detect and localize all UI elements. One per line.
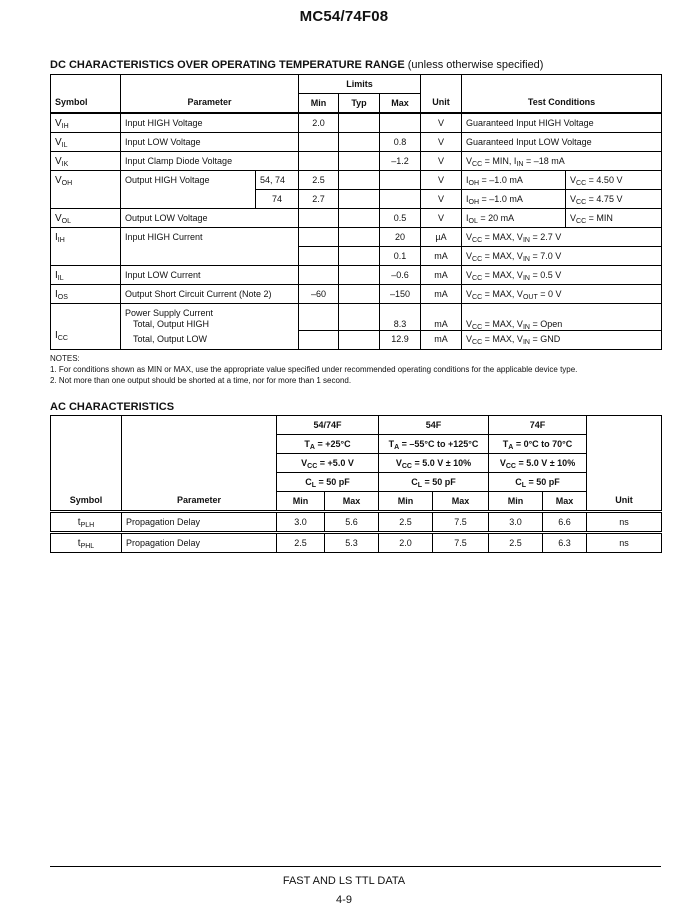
table-row-iih-2	[51, 247, 662, 266]
unit-cell: V	[421, 113, 462, 133]
page-title: MC54/74F08	[299, 8, 389, 25]
test-cell: $V_{CC} = 4.50$ V	[566, 171, 662, 190]
group-name: 54/74F	[277, 416, 379, 435]
symbol-cell: $V_{IK}$	[51, 152, 121, 171]
group-name: 74F	[489, 416, 587, 435]
parameter-cell: Output LOW Voltage	[121, 209, 299, 228]
ac-vcc-row	[51, 454, 662, 473]
symbol-cell: $I_{OS}$	[51, 285, 121, 304]
table-row-ios	[51, 285, 662, 304]
max-cell: 20	[380, 228, 421, 247]
device-cell: 54, 74	[256, 171, 299, 190]
vcc-condition: $V_{CC} = +5.0$ V	[277, 454, 379, 473]
max-header: Max	[543, 492, 587, 512]
parameter-header: Parameter	[122, 492, 277, 512]
footer-divider	[50, 866, 661, 867]
value-cell: 7.5	[433, 533, 489, 553]
limits-header: Limits	[299, 75, 421, 94]
parameter-cell: Output Short Circuit Current (Note 2)	[121, 285, 299, 304]
min-header: Min	[299, 94, 339, 114]
parameter-cell: Power Supply Current Total, Output HIGH	[121, 304, 299, 331]
value-cell: 3.0	[489, 512, 543, 533]
symbol-cell: $t_{PLH}$	[51, 512, 122, 533]
unit-cell: mA	[421, 247, 462, 266]
table-row-voh-2	[51, 190, 662, 209]
unit-cell: V	[421, 171, 462, 190]
table-row-iih-1	[51, 228, 662, 247]
ta-condition: $T_A = -55^\circ C$ to +125°C	[379, 435, 489, 454]
test-cell: $V_{CC}$ = MAX, $V_{IN}$ = Open	[462, 304, 662, 331]
symbol-cell: $V_{OH}$	[51, 171, 121, 190]
unit-cell: V	[421, 152, 462, 171]
symbol-cell: $V_{OL}$	[51, 209, 121, 228]
footer-text: FAST AND LS TTL DATA	[282, 875, 406, 887]
vcc-condition: $V_{CC} = 5.0$ V ± 10%	[489, 454, 587, 473]
value-cell: 7.5	[433, 512, 489, 533]
symbol-cell: $V_{IH}$	[51, 113, 121, 133]
unit-cell: ns	[587, 533, 662, 553]
min-header: Min	[489, 492, 543, 512]
unit-cell: µA	[421, 228, 462, 247]
note-1: 1. For conditions shown as MIN or MAX, use the appropriate value specified under recommended operating conditions for the applicable device type.	[50, 365, 578, 374]
value-cell: 5.3	[325, 533, 379, 553]
max-header: Max	[433, 492, 489, 512]
table-row-icc-2	[51, 330, 662, 349]
parameter-cell: Input HIGH Current	[121, 228, 299, 247]
device-cell: 74	[256, 190, 299, 209]
dc-section-title	[50, 59, 543, 71]
max-header: Max	[325, 492, 379, 512]
symbol-header: Symbol	[51, 492, 122, 512]
max-header: Max	[380, 94, 421, 114]
max-cell: 0.8	[380, 133, 421, 152]
unit-cell: mA	[421, 266, 462, 285]
vcc-condition: $V_{CC} = 5.0$ V ± 10%	[379, 454, 489, 473]
cl-condition: $C_L = 50$ pF	[489, 473, 587, 492]
dc-title-note: (unless otherwise specified)	[407, 59, 544, 71]
min-cell: 2.5	[299, 171, 339, 190]
unit-header: Unit	[421, 94, 462, 114]
parameter-cell: Output HIGH Voltage	[121, 171, 256, 190]
ac-ta-row	[51, 435, 662, 454]
symbol-cell: $I_{CC}$	[51, 330, 121, 349]
parameter-cell: Total, Output LOW	[121, 330, 299, 349]
test-cell: Guaranteed Input LOW Voltage	[462, 133, 662, 152]
table-row-vil	[51, 133, 662, 152]
test-cell: $I_{OH} = -1.0$ mA	[462, 190, 566, 209]
min-header: Min	[277, 492, 325, 512]
table-row-voh-1	[51, 171, 662, 190]
table-row-tplh	[51, 512, 662, 533]
ta-condition: $T_A = 0^\circ C$ to 70°C	[489, 435, 587, 454]
cl-condition: $C_L = 50$ pF	[277, 473, 379, 492]
ac-section-title: AC CHARACTERISTICS	[50, 401, 175, 413]
typ-header: Typ	[339, 94, 380, 114]
parameter-cell: Propagation Delay	[122, 512, 277, 533]
test-cell: $V_{CC}$ = MAX, $V_{IN} = 7.0$ V	[462, 247, 662, 266]
symbol-header: Symbol	[51, 94, 121, 114]
ta-condition: $T_A = +25^\circ C$	[277, 435, 379, 454]
symbol-cell: $I_{IH}$	[51, 228, 121, 247]
symbol-cell: $I_{IL}$	[51, 266, 121, 285]
test-conditions-header: Test Conditions	[462, 94, 662, 114]
notes	[50, 353, 670, 386]
cl-condition: $C_L = 50$ pF	[379, 473, 489, 492]
ac-cl-row	[51, 473, 662, 492]
parameter-cell: Input LOW Current	[121, 266, 299, 285]
test-cell: $I_{OL} = 20$ mA	[462, 209, 566, 228]
value-cell: 2.5	[379, 512, 433, 533]
table-row-tphl	[51, 533, 662, 553]
page-number: 4-9	[336, 894, 352, 906]
table-row-icc-1	[51, 304, 662, 331]
table-row-vol	[51, 209, 662, 228]
min-cell: –60	[299, 285, 339, 304]
test-cell: $V_{CC}$ = MIN, $I_{IN} = -18$ mA	[462, 152, 662, 171]
table-row-vih	[51, 113, 662, 133]
test-cell: Guaranteed Input HIGH Voltage	[462, 113, 662, 133]
unit-cell: V	[421, 133, 462, 152]
value-cell: 2.0	[379, 533, 433, 553]
max-cell: –0.6	[380, 266, 421, 285]
max-cell: 8.3	[380, 304, 421, 331]
max-cell: –150	[380, 285, 421, 304]
parameter-cell: Propagation Delay	[122, 533, 277, 553]
value-cell: 3.0	[277, 512, 325, 533]
test-cell: $V_{CC}$ = MAX, $V_{IN}$ = GND	[462, 330, 662, 349]
ac-header-row	[51, 492, 662, 512]
value-cell: 2.5	[277, 533, 325, 553]
parameter-cell: Input Clamp Diode Voltage	[121, 152, 299, 171]
dc-characteristics-table	[50, 74, 662, 350]
ac-group-name-row	[51, 416, 662, 435]
dc-title-text: DC CHARACTERISTICS OVER OPERATING TEMPERATURE RANGE	[50, 59, 405, 71]
unit-header: Unit	[587, 492, 662, 512]
test-cell: $V_{CC}$ = MIN	[566, 209, 662, 228]
max-cell: –1.2	[380, 152, 421, 171]
min-header: Min	[379, 492, 433, 512]
ac-characteristics-table	[50, 415, 662, 553]
unit-cell: mA	[421, 330, 462, 349]
symbol-cell: $t_{PHL}$	[51, 533, 122, 553]
dc-header-row	[51, 94, 662, 114]
group-name: 54F	[379, 416, 489, 435]
table-row-iil	[51, 266, 662, 285]
test-cell: $V_{CC}$ = MAX, $V_{IN} = 0.5$ V	[462, 266, 662, 285]
min-cell: 2.0	[299, 113, 339, 133]
note-2: 2. Not more than one output should be shorted at a time, nor for more than 1 second.	[50, 376, 352, 385]
symbol-cell	[51, 304, 121, 331]
max-cell: 0.5	[380, 209, 421, 228]
value-cell: 5.6	[325, 512, 379, 533]
max-cell: 12.9	[380, 330, 421, 349]
notes-heading: NOTES:	[50, 354, 80, 363]
table-row-vik	[51, 152, 662, 171]
min-cell: 2.7	[299, 190, 339, 209]
test-cell: $V_{CC}$ = MAX, $V_{IN} = 2.7$ V	[462, 228, 662, 247]
test-cell: $V_{CC}$ = MAX, $V_{OUT} = 0$ V	[462, 285, 662, 304]
parameter-cell: Input LOW Voltage	[121, 133, 299, 152]
unit-cell: mA	[421, 304, 462, 331]
unit-cell: mA	[421, 285, 462, 304]
unit-cell: V	[421, 209, 462, 228]
value-cell: 6.6	[543, 512, 587, 533]
unit-cell: V	[421, 190, 462, 209]
symbol-cell: $V_{IL}$	[51, 133, 121, 152]
parameter-cell: Input HIGH Voltage	[121, 113, 299, 133]
value-cell: 2.5	[489, 533, 543, 553]
max-cell: 0.1	[380, 247, 421, 266]
value-cell: 6.3	[543, 533, 587, 553]
parameter-header: Parameter	[121, 94, 299, 114]
test-cell: $I_{OH} = -1.0$ mA	[462, 171, 566, 190]
test-cell: $V_{CC} = 4.75$ V	[566, 190, 662, 209]
unit-cell: ns	[587, 512, 662, 533]
dc-header-row-limits	[51, 75, 662, 94]
